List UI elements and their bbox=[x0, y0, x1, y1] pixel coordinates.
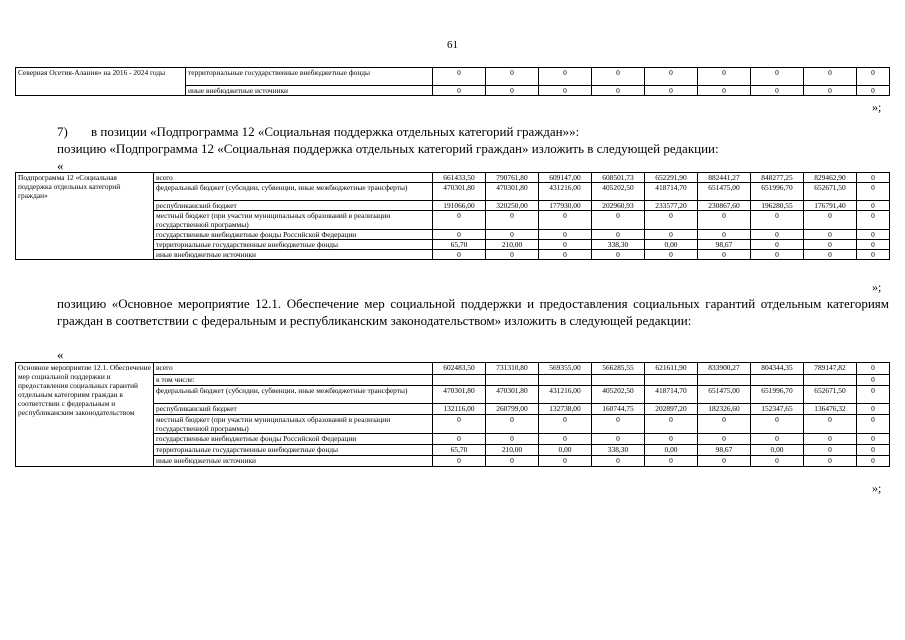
funding-source-cell: местный бюджет (при участии муниципальных образований в реализации государственной программы) bbox=[154, 415, 433, 434]
value-cell: 0 bbox=[645, 86, 698, 96]
funding-source-cell: республиканский бюджет bbox=[154, 404, 433, 415]
table-row bbox=[16, 68, 890, 86]
value-cell bbox=[539, 375, 592, 386]
funding-source-cell: местный бюджет (при участии муниципальных образований в реализации государственной программы) bbox=[154, 211, 433, 230]
value-cell: 0 bbox=[751, 434, 804, 445]
value-cell: 609147,00 bbox=[539, 173, 592, 183]
value-cell: 233577,20 bbox=[645, 201, 698, 211]
funding-source-cell: иные внебюджетные источники bbox=[154, 456, 433, 467]
value-cell: 0 bbox=[804, 445, 857, 456]
value-cell: 0 bbox=[433, 86, 486, 96]
value-cell: 0 bbox=[433, 230, 486, 240]
value-cell: 0 bbox=[857, 201, 890, 211]
value-cell: 602483,50 bbox=[433, 363, 486, 375]
value-cell: 0 bbox=[698, 86, 751, 96]
value-cell: 0 bbox=[539, 68, 592, 86]
value-cell: 0 bbox=[857, 363, 890, 375]
value-cell: 829462,90 bbox=[804, 173, 857, 183]
value-cell: 0 bbox=[857, 404, 890, 415]
value-cell: 176791,40 bbox=[804, 201, 857, 211]
value-cell bbox=[804, 375, 857, 386]
value-cell: 0 bbox=[698, 211, 751, 230]
funding-source-cell: иные внебюджетные источники bbox=[154, 250, 433, 260]
value-cell: 0 bbox=[857, 375, 890, 386]
value-cell: 804344,35 bbox=[751, 363, 804, 375]
activity-12-1-table bbox=[15, 362, 890, 467]
value-cell: 731310,80 bbox=[486, 363, 539, 375]
funding-source-cell: в том числе: bbox=[154, 375, 433, 386]
value-cell: 196280,55 bbox=[751, 201, 804, 211]
value-cell: 652671,50 bbox=[804, 386, 857, 404]
value-cell: 418714,70 bbox=[645, 183, 698, 201]
value-cell: 0 bbox=[433, 456, 486, 467]
value-cell: 0 bbox=[486, 68, 539, 86]
funding-source-cell: государственные внебюджетные фонды Российской Федерации bbox=[154, 230, 433, 240]
value-cell: 0 bbox=[539, 456, 592, 467]
value-cell: 848277,25 bbox=[751, 173, 804, 183]
value-cell: 0 bbox=[645, 68, 698, 86]
value-cell: 0 bbox=[539, 240, 592, 250]
value-cell: 0 bbox=[804, 434, 857, 445]
funding-source-cell: всего bbox=[154, 173, 433, 183]
value-cell: 0 bbox=[804, 211, 857, 230]
value-cell: 0 bbox=[433, 68, 486, 86]
value-cell: 0 bbox=[751, 86, 804, 96]
value-cell: 0,00 bbox=[645, 445, 698, 456]
value-cell: 790761,80 bbox=[486, 173, 539, 183]
value-cell bbox=[698, 375, 751, 386]
top-funding-table bbox=[15, 67, 890, 96]
value-cell: 0 bbox=[751, 240, 804, 250]
funding-source-cell: территориальные государственные внебюджетные фонды bbox=[186, 68, 433, 86]
value-cell: 0 bbox=[751, 250, 804, 260]
value-cell: 0 bbox=[698, 456, 751, 467]
item-7-instruction: позицию «Подпрограмма 12 «Социальная поддержка отдельных категорий граждан» изложить в следующей редакции: bbox=[57, 141, 719, 156]
value-cell: 0 bbox=[645, 211, 698, 230]
value-cell: 182326,60 bbox=[698, 404, 751, 415]
value-cell: 132738,00 bbox=[539, 404, 592, 415]
value-cell: 418714,70 bbox=[645, 386, 698, 404]
value-cell: 230867,60 bbox=[698, 201, 751, 211]
value-cell: 0 bbox=[645, 250, 698, 260]
funding-source-cell: федеральный бюджет (субсидии, субвенции, иные межбюджетные трансферты) bbox=[154, 183, 433, 201]
value-cell: 177930,00 bbox=[539, 201, 592, 211]
value-cell: 470301,80 bbox=[433, 386, 486, 404]
value-cell: 0 bbox=[698, 250, 751, 260]
closing-quote-2: »; bbox=[872, 280, 882, 294]
value-cell: 0 bbox=[804, 68, 857, 86]
funding-source-cell: иные внебюджетные источники bbox=[186, 86, 433, 96]
value-cell: 651475,00 bbox=[698, 183, 751, 201]
value-cell: 0 bbox=[857, 434, 890, 445]
value-cell: 0 bbox=[804, 250, 857, 260]
value-cell: 0 bbox=[751, 230, 804, 240]
value-cell: 0 bbox=[698, 415, 751, 434]
value-cell: 191066,00 bbox=[433, 201, 486, 211]
value-cell: 0 bbox=[857, 386, 890, 404]
value-cell: 0 bbox=[751, 211, 804, 230]
value-cell: 0 bbox=[592, 434, 645, 445]
value-cell: 0 bbox=[857, 445, 890, 456]
value-cell: 0 bbox=[645, 230, 698, 240]
value-cell: 0 bbox=[486, 86, 539, 96]
value-cell: 0 bbox=[486, 230, 539, 240]
value-cell: 0,00 bbox=[539, 445, 592, 456]
value-cell: 0 bbox=[592, 456, 645, 467]
value-cell: 0 bbox=[539, 415, 592, 434]
value-cell: 0 bbox=[486, 434, 539, 445]
item-8-instruction: позицию «Основное мероприятие 12.1. Обеспечение мер социальной поддержки и предоставления социальных гарантий отдельным категориям граждан в соответствии с федеральным и республиканским законодательством» изложить в следующей редакции: bbox=[57, 296, 889, 328]
funding-source-cell: федеральный бюджет (субсидии, субвенции, иные межбюджетные трансферты) bbox=[154, 386, 433, 404]
value-cell: 0 bbox=[804, 86, 857, 96]
value-cell: 0 bbox=[539, 86, 592, 96]
value-cell: 98,67 bbox=[698, 240, 751, 250]
funding-source-cell: государственные внебюджетные фонды Российской Федерации bbox=[154, 434, 433, 445]
value-cell: 0 bbox=[804, 415, 857, 434]
value-cell: 0 bbox=[645, 434, 698, 445]
value-cell: 0 bbox=[539, 211, 592, 230]
opening-quote-2: « bbox=[57, 347, 64, 362]
value-cell: 0,00 bbox=[751, 445, 804, 456]
value-cell: 0 bbox=[592, 86, 645, 96]
value-cell: 0 bbox=[486, 250, 539, 260]
value-cell: 0 bbox=[857, 173, 890, 183]
value-cell: 320250,00 bbox=[486, 201, 539, 211]
opening-quote-1: « bbox=[57, 158, 64, 173]
value-cell: 833900,27 bbox=[698, 363, 751, 375]
value-cell: 569355,00 bbox=[539, 363, 592, 375]
value-cell: 470301,80 bbox=[486, 183, 539, 201]
value-cell: 0 bbox=[857, 250, 890, 260]
value-cell: 0 bbox=[645, 415, 698, 434]
value-cell: 0 bbox=[857, 68, 890, 86]
value-cell: 202960,93 bbox=[592, 201, 645, 211]
value-cell bbox=[751, 375, 804, 386]
value-cell: 431216,00 bbox=[539, 183, 592, 201]
value-cell: 210,00 bbox=[486, 445, 539, 456]
funding-source-cell: всего bbox=[154, 363, 433, 375]
value-cell: 0 bbox=[857, 230, 890, 240]
value-cell: 789147,82 bbox=[804, 363, 857, 375]
value-cell: 260799,00 bbox=[486, 404, 539, 415]
value-cell: 0 bbox=[592, 230, 645, 240]
value-cell: 608501,73 bbox=[592, 173, 645, 183]
value-cell: 0 bbox=[857, 86, 890, 96]
funding-source-cell: территориальные государственные внебюджетные фонды bbox=[154, 240, 433, 250]
value-cell: 0 bbox=[539, 250, 592, 260]
value-cell: 98,67 bbox=[698, 445, 751, 456]
value-cell: 152347,65 bbox=[751, 404, 804, 415]
page-number: 61 bbox=[447, 39, 458, 51]
value-cell: 431216,00 bbox=[539, 386, 592, 404]
value-cell: 65,70 bbox=[433, 240, 486, 250]
funding-source-cell: территориальные государственные внебюджетные фонды bbox=[154, 445, 433, 456]
value-cell: 882441,27 bbox=[698, 173, 751, 183]
value-cell: 0 bbox=[592, 415, 645, 434]
program-name-cell: Основное мероприятие 12.1. Обеспечение мер социальной поддержки и предоставления социальных гарантий отдельным категориям граждан в соответствии с федеральным и республиканским законодательством bbox=[16, 363, 154, 467]
item-7-number: 7) bbox=[57, 124, 68, 139]
value-cell: 405202,50 bbox=[592, 386, 645, 404]
value-cell: 132116,00 bbox=[433, 404, 486, 415]
value-cell: 651996,70 bbox=[751, 386, 804, 404]
value-cell: 405202,50 bbox=[592, 183, 645, 201]
value-cell: 202897,20 bbox=[645, 404, 698, 415]
value-cell: 0 bbox=[698, 434, 751, 445]
value-cell bbox=[486, 375, 539, 386]
value-cell: 0 bbox=[804, 240, 857, 250]
value-cell: 621611,90 bbox=[645, 363, 698, 375]
table-row bbox=[16, 363, 890, 375]
value-cell: 136476,32 bbox=[804, 404, 857, 415]
value-cell: 0 bbox=[592, 211, 645, 230]
value-cell: 338,30 bbox=[592, 445, 645, 456]
value-cell: 0 bbox=[433, 415, 486, 434]
value-cell: 338,30 bbox=[592, 240, 645, 250]
value-cell: 0 bbox=[433, 250, 486, 260]
value-cell: 0 bbox=[804, 230, 857, 240]
closing-quote-3: »; bbox=[872, 481, 882, 495]
value-cell: 0 bbox=[857, 456, 890, 467]
value-cell: 0 bbox=[592, 68, 645, 86]
value-cell: 160744,75 bbox=[592, 404, 645, 415]
value-cell: 0 bbox=[804, 456, 857, 467]
value-cell: 470301,80 bbox=[486, 386, 539, 404]
value-cell: 0 bbox=[751, 415, 804, 434]
subprogram-12-table bbox=[15, 172, 890, 260]
value-cell bbox=[592, 375, 645, 386]
value-cell: 0 bbox=[433, 434, 486, 445]
value-cell: 0 bbox=[539, 230, 592, 240]
value-cell: 0 bbox=[857, 211, 890, 230]
value-cell: 651475,00 bbox=[698, 386, 751, 404]
table-row bbox=[16, 173, 890, 183]
program-name-cell: Подпрограмма 12 «Социальная поддержка отдельных категорий граждан» bbox=[16, 173, 154, 260]
value-cell: 0 bbox=[698, 230, 751, 240]
value-cell: 0 bbox=[751, 456, 804, 467]
value-cell: 470301,80 bbox=[433, 183, 486, 201]
value-cell: 652291,90 bbox=[645, 173, 698, 183]
closing-quote-1: »; bbox=[872, 100, 882, 114]
value-cell: 0 bbox=[698, 68, 751, 86]
value-cell bbox=[645, 375, 698, 386]
value-cell: 566285,55 bbox=[592, 363, 645, 375]
value-cell: 65,70 bbox=[433, 445, 486, 456]
value-cell: 0 bbox=[645, 456, 698, 467]
value-cell: 0 bbox=[486, 415, 539, 434]
value-cell: 0 bbox=[592, 250, 645, 260]
value-cell: 651996,70 bbox=[751, 183, 804, 201]
value-cell: 0 bbox=[857, 240, 890, 250]
value-cell: 0,00 bbox=[645, 240, 698, 250]
value-cell: 661433,50 bbox=[433, 173, 486, 183]
value-cell: 0 bbox=[486, 211, 539, 230]
value-cell: 652671,50 bbox=[804, 183, 857, 201]
value-cell bbox=[433, 375, 486, 386]
value-cell: 210,00 bbox=[486, 240, 539, 250]
value-cell: 0 bbox=[857, 415, 890, 434]
value-cell: 0 bbox=[751, 68, 804, 86]
program-name-cell: Северная Осетия-Алания» на 2016 - 2024 годы bbox=[16, 68, 186, 96]
item-7-text: в позиции «Подпрограмма 12 «Социальная поддержка отдельных категорий граждан»»: bbox=[91, 124, 580, 139]
value-cell: 0 bbox=[539, 434, 592, 445]
funding-source-cell: республиканский бюджет bbox=[154, 201, 433, 211]
value-cell: 0 bbox=[433, 211, 486, 230]
value-cell: 0 bbox=[857, 183, 890, 201]
value-cell: 0 bbox=[486, 456, 539, 467]
